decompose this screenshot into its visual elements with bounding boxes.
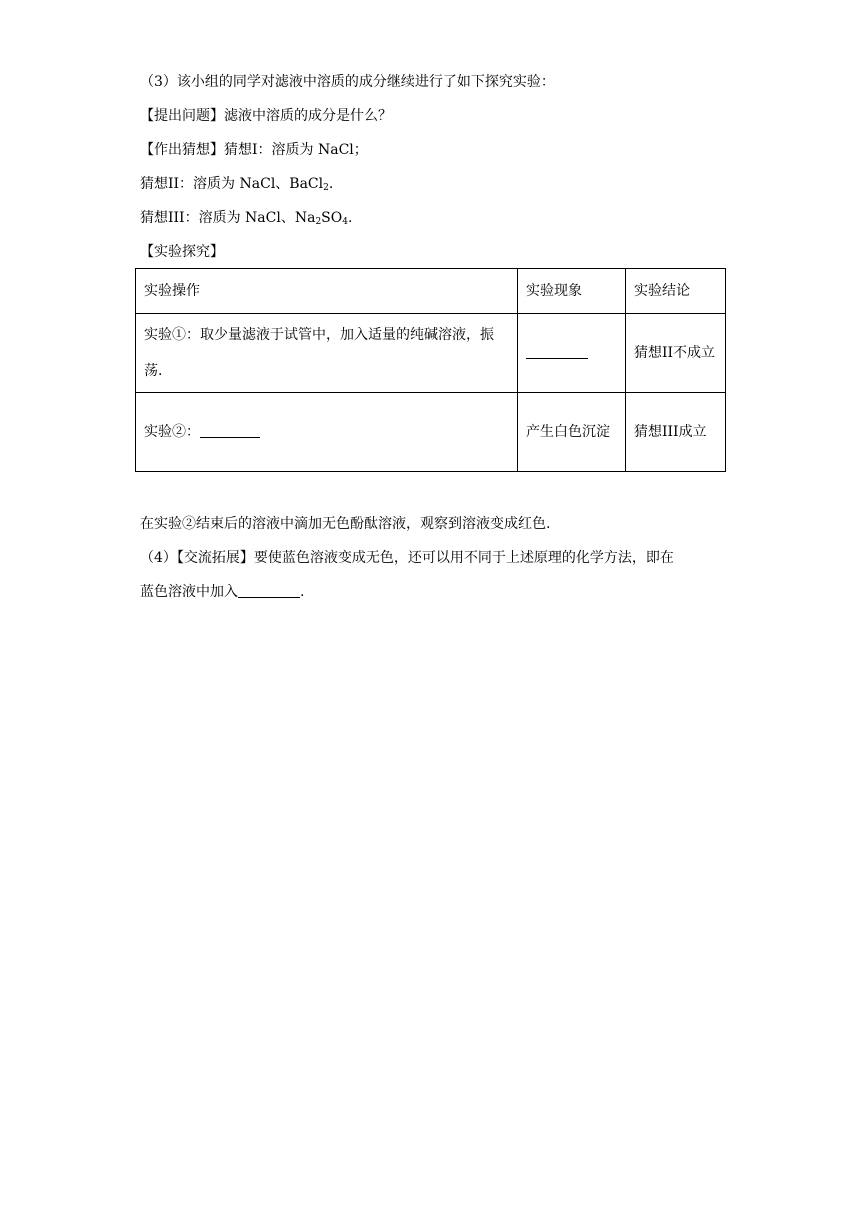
experiment-2-phenomenon: 产生白色沉淀	[518, 393, 626, 472]
question-intro: （3）该小组的同学对滤液中溶质的成分继续进行了如下探究实验：	[140, 74, 555, 90]
table-row	[136, 314, 726, 393]
experiment-2-operation: 实验②：	[136, 393, 518, 472]
hypothesis-2: 猜想II：溶质为 NaCl、BaCl$_2$.	[140, 176, 334, 193]
table-row	[136, 393, 726, 472]
experiment-table	[135, 268, 726, 472]
experiment-2-blank	[200, 423, 260, 438]
hypothesis-3: 猜想III：溶质为 NaCl、$Na_2SO_4$.	[140, 210, 353, 227]
after-experiment-text: 在实验②结束后的溶液中滴加无色酚酞溶液，观察到溶液变成红色.	[140, 516, 551, 532]
hypothesis-1: 【作出猜想】猜想I：溶质为 NaCl；	[140, 142, 368, 158]
answer-blank	[238, 583, 300, 598]
experiment-heading: 【实验探究】	[140, 244, 224, 260]
header-phenomenon: 实验现象	[518, 269, 626, 314]
experiment-1-phenomenon-blank	[518, 314, 626, 393]
exchange-extension-line2: 蓝色溶液中加入 .	[140, 584, 305, 600]
experiment-1-conclusion: 猜想II不成立	[626, 314, 726, 393]
experiment-2-conclusion: 猜想III成立	[626, 393, 726, 472]
experiment-1-operation: 实验①：取少量滤液于试管中，加入适量的纯碱溶液，振荡.	[136, 314, 518, 393]
header-conclusion: 实验结论	[626, 269, 726, 314]
exchange-extension-line1: （4）【交流拓展】要使蓝色溶液变成无色，还可以用不同于上述原理的化学方法，即在	[140, 550, 674, 566]
header-operation: 实验操作	[136, 269, 518, 314]
table-header-row	[136, 269, 726, 314]
raise-question: 【提出问题】滤液中溶质的成分是什么？	[140, 108, 392, 124]
